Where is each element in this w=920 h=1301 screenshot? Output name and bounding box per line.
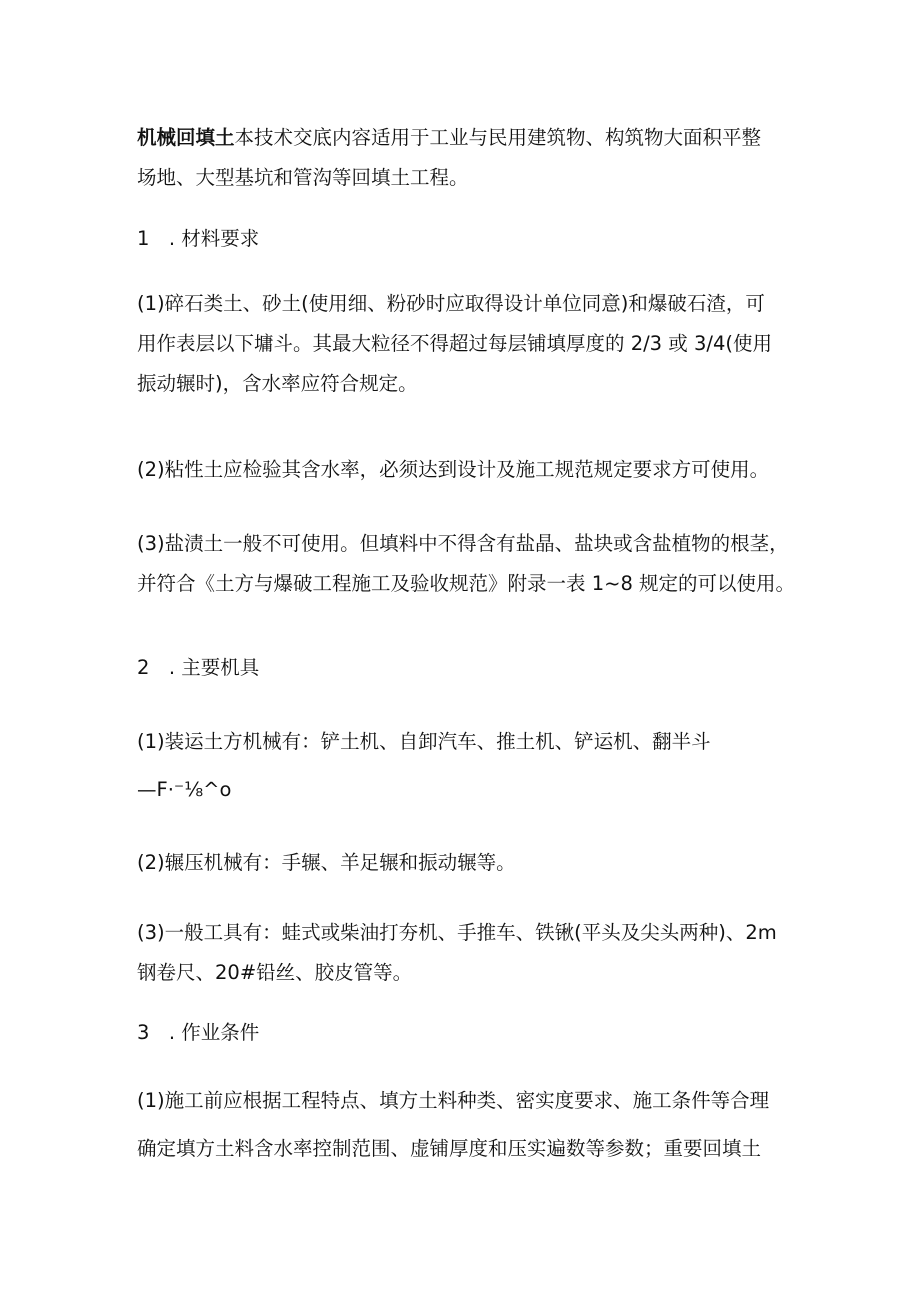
section-2-item-1 [137, 722, 797, 810]
section-1-item-1-line-1: (1)碎石类土、砂土(使用细、粉砂时应取得设计单位同意)和爆破石渣，可 [137, 292, 765, 315]
section-1-item-1 [137, 284, 797, 404]
intro-line-2: 场地、大型基坑和管沟等回填土工程。 [137, 166, 469, 189]
section-2-item-3 [137, 913, 797, 993]
section-1-heading: 1 . 材料要求 [137, 227, 260, 250]
section-2-item-1-line-2: —F·⁻⅛^o [137, 778, 232, 801]
section-2-heading: 2 . 主要机具 [137, 656, 260, 679]
intro-line-1-text: 本技术交底内容适用于工业与民用建筑物、构筑物大面积平整 [234, 126, 762, 149]
section-1-item-2 [137, 450, 797, 490]
section-1-item-3-line-2: 并符合《土方与爆破工程施工及验收规范》附录一表 1~8 规定的可以使用。 [137, 572, 796, 595]
section-3-item-1-line-1: (1)施工前应根据工程特点、填方土料种类、密实度要求、施工条件等合理 [137, 1089, 770, 1112]
section-1-item-1-line-3: 振动辗时)，含水率应符合规定。 [137, 372, 418, 395]
section-2-item-2 [137, 843, 797, 883]
section-1-item-3-line-1: (3)盐渍土一般不可使用。但填料中不得含有盐晶、盐块或含盐植物的根茎， [137, 532, 789, 555]
section-2-item-3-line-1: (3)一般工具有：蛙式或柴油打夯机、手推车、铁锹(平头及尖头两种)、2m [137, 921, 777, 944]
section-3-item-1-line-2: 确定填方土料含水率控制范围、虚铺厚度和压实遍数等参数；重要回填土 [137, 1137, 762, 1160]
section-3-heading: 3 . 作业条件 [137, 1021, 260, 1044]
section-2-item-2-line-1: (2)辗压机械有：手辗、羊足辗和振动辗等。 [137, 851, 516, 874]
intro-bold-lead: 机械回填土 [137, 126, 235, 149]
section-1-item-2-line-1: (2)粘性土应检验其含水率，必须达到设计及施工规范规定要求方可使用。 [137, 458, 770, 481]
intro-paragraph [137, 118, 797, 198]
section-1-item-1-line-2: 用作表层以下墉斗。其最大粒径不得超过每层铺填厚度的 2/3 或 3/4(使用 [137, 332, 772, 355]
intro-line-1 [137, 118, 797, 158]
section-3-item-1 [137, 1081, 797, 1169]
section-2-item-1-line-1: (1)装运土方机械有：铲土机、自卸汽车、推土机、铲运机、翻半斗 [137, 730, 711, 753]
section-2-item-3-line-2: 钢卷尺、20#铅丝、胶皮管等。 [137, 961, 413, 984]
section-1-item-3 [137, 524, 797, 604]
